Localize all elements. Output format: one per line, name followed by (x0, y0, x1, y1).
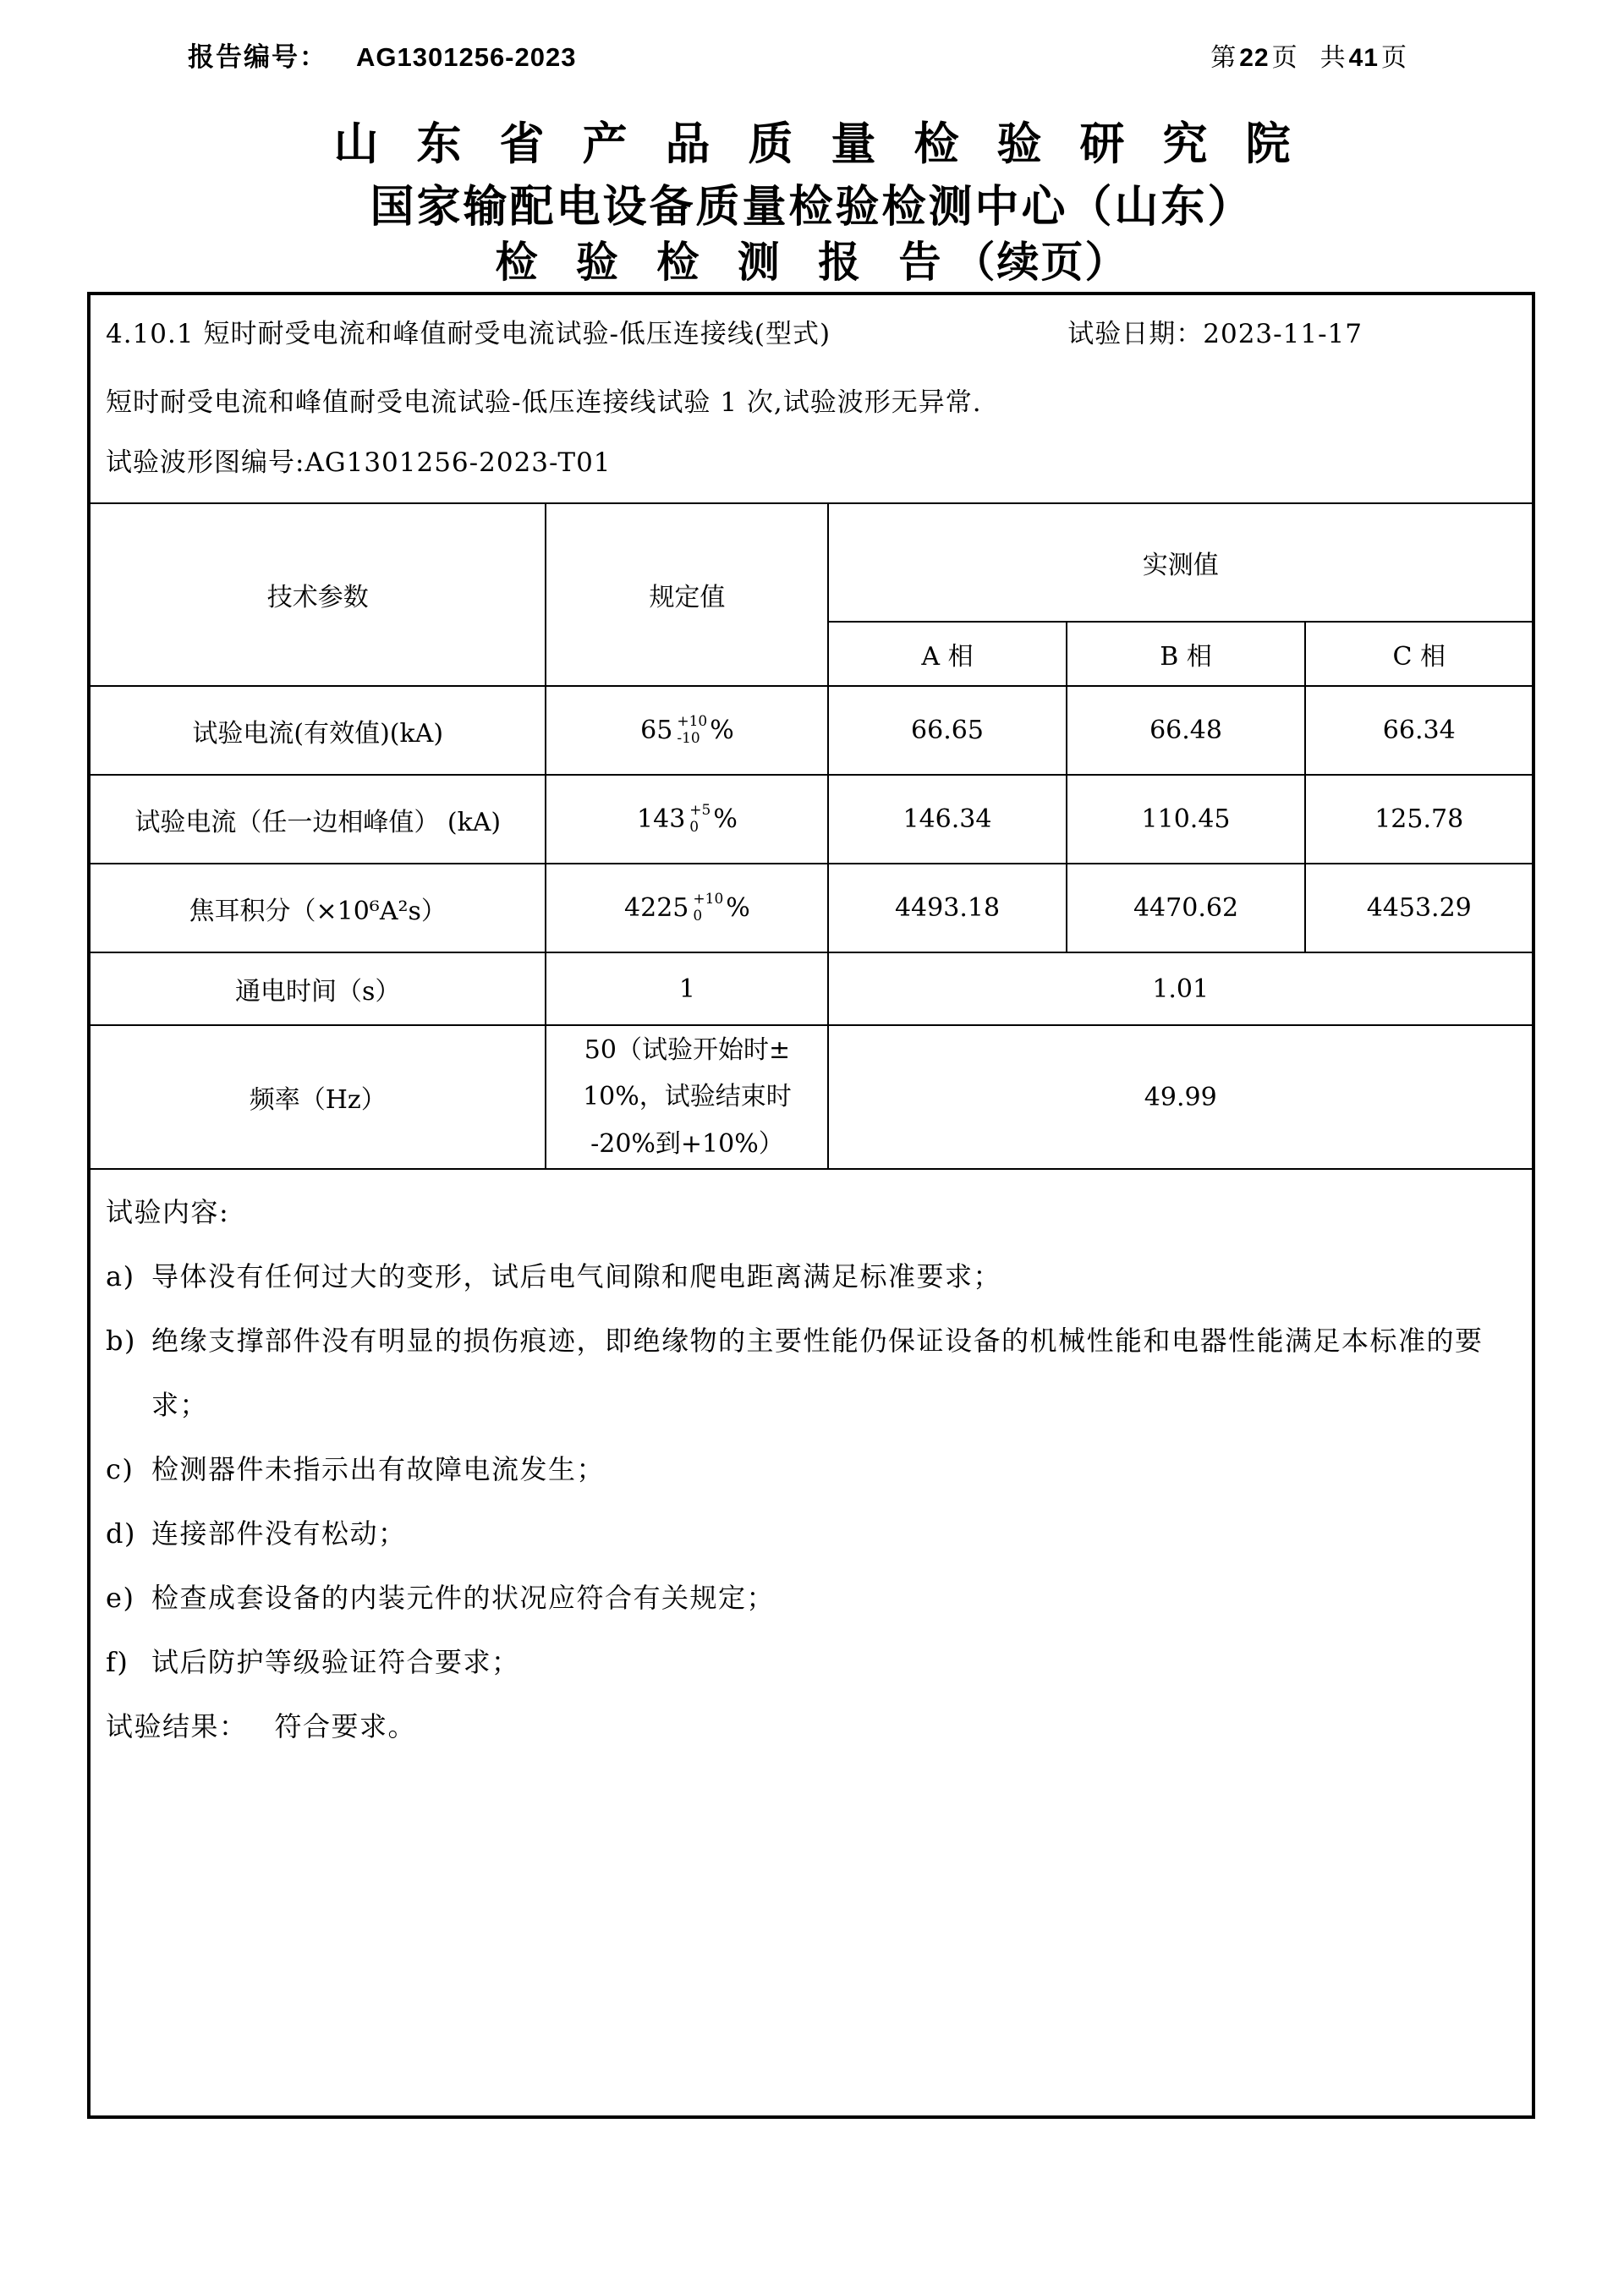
list-item-tag: e) (106, 1582, 135, 1614)
list-item-text: 检查成套设备的内装元件的状况应符合有关规定； (151, 1582, 776, 1614)
spec-value (546, 686, 828, 775)
table-header-row-1 (91, 503, 1532, 622)
test-date (1067, 312, 1363, 350)
table-row-joule-integral (91, 864, 1532, 952)
measured-a: 146.34 (828, 775, 1066, 864)
spec-value (546, 1025, 828, 1169)
list-item-tag: c) (106, 1453, 134, 1485)
list-item-b (106, 1309, 1517, 1437)
param-label: 通电时间（s） (91, 952, 546, 1025)
list-item-text: 连接部件没有松动； (151, 1517, 407, 1550)
tolerance-spec (640, 714, 734, 747)
frequency-spec-line2: 10%，试验结束时 (583, 1082, 792, 1112)
test-result-value: 符合要求。 (274, 1710, 417, 1742)
spec-base: 143 (637, 804, 686, 834)
list-item-f (106, 1630, 1517, 1694)
table-row-duration (91, 952, 1532, 1025)
measured-b: 66.48 (1067, 686, 1306, 775)
test-date-label: 试验日期： (1067, 319, 1204, 349)
list-item-tag: a) (106, 1260, 135, 1292)
test-summary: 短时耐受电流和峰值耐受电流试验-低压连接线试验 1 次,试验波形无异常. (106, 387, 982, 418)
spec-unit: % (726, 893, 750, 923)
col-header-spec: 规定值 (546, 503, 828, 686)
tolerance-lower: 0 (693, 907, 703, 925)
clause-title: 4.10.1 短时耐受电流和峰值耐受电流试验-低压连接线(型式) (106, 319, 831, 349)
waveform-number: 试验波形图编号:AG1301256-2023-T01 (106, 447, 612, 478)
col-header-measured: 实测值 (828, 503, 1532, 622)
list-item-tag: d) (106, 1517, 136, 1550)
list-item-e (106, 1566, 1517, 1630)
tolerance-upper: +10 (693, 890, 724, 908)
page-total-label: 共 (1320, 43, 1347, 73)
institute-title: 山东省产品质量检验研究院 (333, 118, 1329, 170)
frequency-spec-line3: -20%到+10%） (590, 1128, 784, 1159)
tolerance-stack (693, 892, 723, 925)
report-body-box (87, 292, 1535, 2119)
tolerance-stack (677, 714, 707, 747)
results-table (91, 502, 1532, 1170)
list-item-text: 试后防护等级验证符合要求； (151, 1646, 520, 1678)
report-title-suffix: （续页） (952, 237, 1129, 287)
col-header-phase-b: B 相 (1067, 622, 1306, 686)
param-label: 焦耳积分（×10⁶A²s） (91, 864, 546, 952)
report-title (0, 228, 1624, 289)
spec-base: 4225 (624, 893, 689, 923)
report-number-line (188, 36, 576, 74)
spec-unit: % (710, 716, 734, 745)
measured-a: 66.65 (828, 686, 1066, 775)
page-total: 41 (1348, 44, 1379, 72)
spec-value: 1 (546, 952, 828, 1025)
param-label: 试验电流（任一边相峰值） (kA) (91, 775, 546, 864)
measured-c: 4453.29 (1305, 864, 1532, 952)
list-item-text: 绝缘支撑部件没有明显的损伤痕迹，即绝缘物的主要性能仍保证设备的机械性能和电器性能满足本标准的要求； (151, 1325, 1484, 1421)
test-date-value: 2023-11-17 (1203, 319, 1363, 349)
measured-merged: 49.99 (828, 1025, 1532, 1169)
table-row-rms-current (91, 686, 1532, 775)
test-result-label: 试验结果： (106, 1710, 248, 1742)
spec-value (546, 864, 828, 952)
list-item-d (106, 1501, 1517, 1566)
list-item-tag: b) (106, 1325, 136, 1357)
frequency-spec-line1: 50（试验开始时± (584, 1034, 791, 1065)
page-total-char: 页 (1381, 43, 1407, 73)
tolerance-upper: +5 (689, 801, 711, 819)
measured-c: 125.78 (1305, 775, 1532, 864)
col-header-parameter: 技术参数 (91, 503, 546, 686)
spec-value (546, 775, 828, 864)
col-header-phase-c: C 相 (1305, 622, 1532, 686)
list-item-tag: f) (106, 1646, 129, 1678)
test-content-label: 试验内容: (106, 1196, 230, 1228)
spec-unit: % (713, 804, 738, 834)
list-item-a (106, 1244, 1517, 1309)
frequency-spec (550, 1027, 824, 1168)
table-row-peak-current (91, 775, 1532, 864)
param-label: 频率（Hz） (91, 1025, 546, 1169)
test-result-line (106, 1694, 1517, 1759)
tolerance-spec (637, 803, 738, 836)
page-header (188, 36, 1407, 74)
col-header-phase-a: A 相 (828, 622, 1066, 686)
tolerance-spec (624, 892, 750, 925)
measured-merged: 1.01 (828, 952, 1532, 1025)
list-item-text: 导体没有任何过大的变形，试后电气间隙和爬电距离满足标准要求； (151, 1260, 1002, 1292)
spec-base: 65 (640, 716, 673, 745)
tolerance-lower: -10 (677, 729, 700, 747)
page-current: 22 (1239, 44, 1270, 72)
table-row-frequency (91, 1025, 1532, 1169)
page-char: 页 (1271, 43, 1298, 73)
list-item-c (106, 1437, 1517, 1501)
param-label: 试验电流(有效值)(kA) (91, 686, 546, 775)
test-content-section (91, 1180, 1532, 1759)
tolerance-lower: 0 (689, 818, 700, 836)
measured-c: 66.34 (1305, 686, 1532, 775)
page-prefix: 第 (1210, 43, 1237, 73)
center-title: 国家输配电设备质量检验检测中心（山东） (370, 181, 1254, 233)
page-number-line (1210, 36, 1407, 74)
measured-a: 4493.18 (828, 864, 1066, 952)
tolerance-upper: +10 (677, 712, 708, 730)
measured-b: 110.45 (1067, 775, 1306, 864)
section-header (91, 295, 1532, 350)
measured-b: 4470.62 (1067, 864, 1306, 952)
report-title-main: 检 验 检 测 报 告 (495, 237, 953, 287)
list-item-text: 检测器件未指示出有故障电流发生； (151, 1453, 606, 1485)
tolerance-stack (689, 803, 710, 836)
report-number-label: 报告编号： (188, 42, 327, 73)
report-number-value: AG1301256-2023 (356, 42, 577, 72)
